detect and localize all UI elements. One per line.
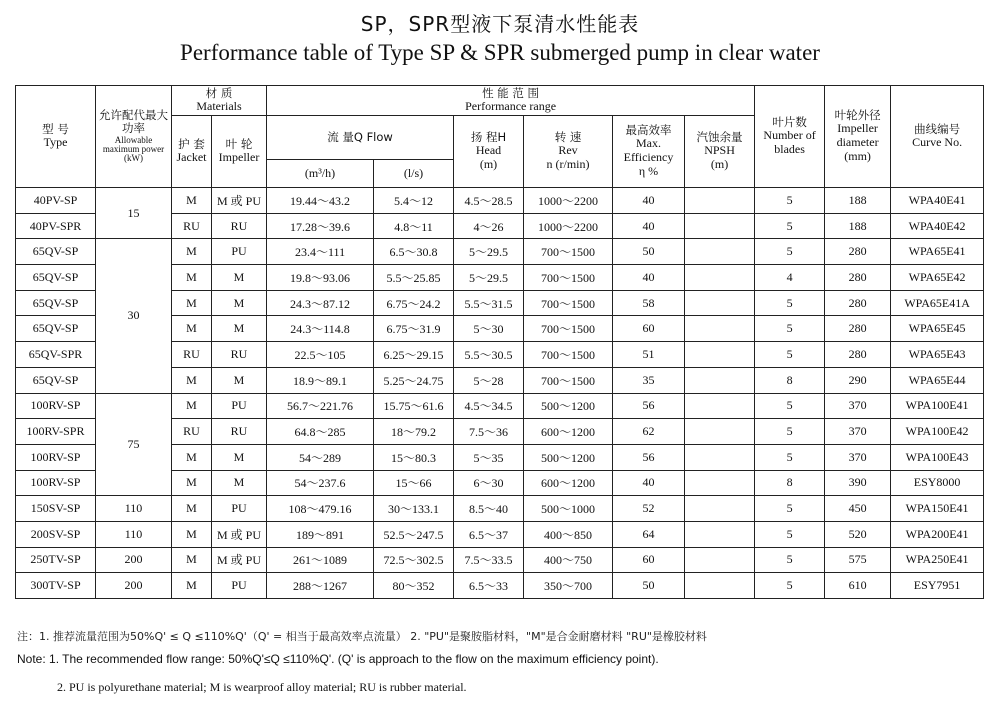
- cell-flow-m3h: 261～1089: [267, 547, 374, 573]
- cell-rev: 700～1500: [524, 265, 613, 291]
- cell-head: 5～29.5: [454, 265, 524, 291]
- cell-type: 300TV-SP: [16, 573, 96, 599]
- cell-efficiency: 50: [613, 239, 685, 265]
- cell-rev: 700～1500: [524, 316, 613, 342]
- cell-type: 65QV-SP: [16, 316, 96, 342]
- cell-efficiency: 40: [613, 470, 685, 496]
- cell-rev: 700～1500: [524, 367, 613, 393]
- cell-jacket: M: [172, 547, 212, 573]
- cell-jacket: M: [172, 367, 212, 393]
- cell-flow-ls: 15～80.3: [374, 444, 454, 470]
- cell-rev: 1000～2200: [524, 213, 613, 239]
- cell-type: 100RV-SPR: [16, 419, 96, 445]
- cell-flow-m3h: 56.7～221.76: [267, 393, 374, 419]
- cell-head: 6.5～37: [454, 521, 524, 547]
- cell-diameter: 290: [825, 367, 891, 393]
- cell-flow-m3h: 24.3～87.12: [267, 290, 374, 316]
- cell-power: 110: [96, 521, 172, 547]
- cell-efficiency: 62: [613, 419, 685, 445]
- cell-type: 250TV-SP: [16, 547, 96, 573]
- cell-diameter: 280: [825, 290, 891, 316]
- cell-type: 100RV-SP: [16, 444, 96, 470]
- cell-curve: WPA250E41: [891, 547, 984, 573]
- cell-blades: 5: [755, 547, 825, 573]
- cell-flow-m3h: 24.3～114.8: [267, 316, 374, 342]
- cell-jacket: M: [172, 316, 212, 342]
- header-power: 允许配代最大功率 Allowable maximum power (kW): [96, 86, 172, 188]
- header-rev: 转 速 Rev n (r/min): [524, 116, 613, 188]
- cell-curve: WPA40E42: [891, 213, 984, 239]
- header-impeller: 叶 轮 Impeller: [212, 116, 267, 188]
- cell-impeller: M: [212, 265, 267, 291]
- cell-impeller: RU: [212, 342, 267, 368]
- cell-blades: 5: [755, 239, 825, 265]
- cell-head: 7.5～33.5: [454, 547, 524, 573]
- cell-flow-ls: 72.5～302.5: [374, 547, 454, 573]
- cell-power: 75: [96, 393, 172, 496]
- cell-flow-ls: 18～79.2: [374, 419, 454, 445]
- header-performance-range: 性 能 范 围 Performance range: [267, 86, 755, 116]
- header-diameter: 叶轮外径 Impeller diameter (mm): [825, 86, 891, 188]
- cell-rev: 600～1200: [524, 470, 613, 496]
- cell-diameter: 280: [825, 265, 891, 291]
- note-english-2: 2. PU is polyurethane material; M is wearproof alloy material; RU is rubber material.: [57, 680, 467, 694]
- cell-head: 5.5～30.5: [454, 342, 524, 368]
- cell-impeller: PU: [212, 496, 267, 522]
- cell-power: 30: [96, 239, 172, 393]
- cell-diameter: 610: [825, 573, 891, 599]
- cell-curve: WPA65E41A: [891, 290, 984, 316]
- cell-head: 7.5～36: [454, 419, 524, 445]
- cell-rev: 700～1500: [524, 239, 613, 265]
- cell-power: 200: [96, 573, 172, 599]
- cell-head: 6～30: [454, 470, 524, 496]
- cell-flow-ls: 5.4～12: [374, 188, 454, 214]
- cell-rev: 500～1200: [524, 444, 613, 470]
- cell-rev: 600～1200: [524, 419, 613, 445]
- cell-efficiency: 64: [613, 521, 685, 547]
- cell-type: 65QV-SP: [16, 239, 96, 265]
- cell-head: 5～35: [454, 444, 524, 470]
- cell-npsh: [685, 470, 755, 496]
- cell-impeller: M 或 PU: [212, 188, 267, 214]
- cell-blades: 5: [755, 290, 825, 316]
- cell-power: 15: [96, 188, 172, 239]
- cell-diameter: 280: [825, 239, 891, 265]
- cell-rev: 700～1500: [524, 342, 613, 368]
- cell-rev: 400～750: [524, 547, 613, 573]
- cell-npsh: [685, 367, 755, 393]
- cell-diameter: 280: [825, 316, 891, 342]
- cell-head: 4.5～28.5: [454, 188, 524, 214]
- cell-npsh: [685, 393, 755, 419]
- cell-efficiency: 52: [613, 496, 685, 522]
- cell-flow-m3h: 64.8～285: [267, 419, 374, 445]
- cell-curve: WPA65E43: [891, 342, 984, 368]
- cell-jacket: M: [172, 521, 212, 547]
- cell-jacket: M: [172, 496, 212, 522]
- cell-efficiency: 40: [613, 188, 685, 214]
- cell-npsh: [685, 213, 755, 239]
- cell-power: 110: [96, 496, 172, 522]
- cell-type: 65QV-SPR: [16, 342, 96, 368]
- cell-power: 200: [96, 547, 172, 573]
- header-flow-m3h: (m³/h): [267, 160, 374, 188]
- cell-npsh: [685, 444, 755, 470]
- cell-impeller: PU: [212, 573, 267, 599]
- cell-blades: 4: [755, 265, 825, 291]
- cell-curve: WPA65E45: [891, 316, 984, 342]
- table-body: [16, 188, 984, 599]
- cell-impeller: M 或 PU: [212, 521, 267, 547]
- page-title-chinese: SP，SPR型液下泵清水性能表: [360, 12, 640, 36]
- cell-curve: WPA150E41: [891, 496, 984, 522]
- cell-flow-m3h: 23.4～111: [267, 239, 374, 265]
- cell-impeller: M: [212, 444, 267, 470]
- cell-flow-ls: 5.25～24.75: [374, 367, 454, 393]
- cell-impeller: RU: [212, 213, 267, 239]
- cell-flow-m3h: 18.9～89.1: [267, 367, 374, 393]
- cell-jacket: M: [172, 188, 212, 214]
- header-jacket: 护 套 Jacket: [172, 116, 212, 188]
- cell-curve: WPA65E44: [891, 367, 984, 393]
- cell-flow-ls: 15～66: [374, 470, 454, 496]
- cell-jacket: M: [172, 290, 212, 316]
- cell-efficiency: 56: [613, 393, 685, 419]
- table-row: [16, 188, 984, 214]
- header-efficiency: 最高效率 Max. Efficiency η %: [613, 116, 685, 188]
- cell-efficiency: 35: [613, 367, 685, 393]
- cell-head: 5.5～31.5: [454, 290, 524, 316]
- cell-blades: 5: [755, 419, 825, 445]
- cell-npsh: [685, 573, 755, 599]
- cell-curve: WPA100E42: [891, 419, 984, 445]
- cell-efficiency: 51: [613, 342, 685, 368]
- cell-impeller: M 或 PU: [212, 547, 267, 573]
- cell-jacket: RU: [172, 419, 212, 445]
- page-title-english: Performance table of Type SP & SPR submerged pump in clear water: [180, 40, 820, 65]
- cell-head: 6.5～33: [454, 573, 524, 599]
- cell-diameter: 280: [825, 342, 891, 368]
- cell-flow-ls: 15.75～61.6: [374, 393, 454, 419]
- cell-impeller: M: [212, 290, 267, 316]
- cell-npsh: [685, 290, 755, 316]
- cell-diameter: 188: [825, 188, 891, 214]
- cell-blades: 8: [755, 367, 825, 393]
- cell-head: 4.5～34.5: [454, 393, 524, 419]
- cell-flow-m3h: 288～1267: [267, 573, 374, 599]
- cell-rev: 700～1500: [524, 290, 613, 316]
- cell-type: 40PV-SPR: [16, 213, 96, 239]
- cell-npsh: [685, 342, 755, 368]
- cell-npsh: [685, 496, 755, 522]
- cell-head: 8.5～40: [454, 496, 524, 522]
- cell-type: 40PV-SP: [16, 188, 96, 214]
- cell-type: 150SV-SP: [16, 496, 96, 522]
- cell-flow-ls: 30～133.1: [374, 496, 454, 522]
- cell-diameter: 520: [825, 521, 891, 547]
- header-flow-ls: (l/s): [374, 160, 454, 188]
- cell-blades: 5: [755, 496, 825, 522]
- cell-impeller: M: [212, 367, 267, 393]
- cell-head: 5～30: [454, 316, 524, 342]
- cell-head: 5～28: [454, 367, 524, 393]
- table-row: [16, 393, 984, 419]
- cell-type: 65QV-SP: [16, 290, 96, 316]
- cell-jacket: M: [172, 573, 212, 599]
- cell-jacket: RU: [172, 342, 212, 368]
- cell-jacket: RU: [172, 213, 212, 239]
- cell-npsh: [685, 265, 755, 291]
- note-english-1: Note: 1. The recommended flow range: 50%Q'≤Q ≤110%Q'. (Q' is approach to the flow on the maximum efficiency point).: [17, 652, 659, 666]
- cell-blades: 5: [755, 213, 825, 239]
- cell-diameter: 370: [825, 419, 891, 445]
- cell-flow-m3h: 54～237.6: [267, 470, 374, 496]
- cell-efficiency: 50: [613, 573, 685, 599]
- cell-npsh: [685, 239, 755, 265]
- cell-efficiency: 40: [613, 213, 685, 239]
- cell-type: 65QV-SP: [16, 265, 96, 291]
- cell-blades: 5: [755, 444, 825, 470]
- cell-curve: ESY7951: [891, 573, 984, 599]
- cell-efficiency: 56: [613, 444, 685, 470]
- cell-diameter: 370: [825, 393, 891, 419]
- cell-curve: WPA40E41: [891, 188, 984, 214]
- cell-diameter: 390: [825, 470, 891, 496]
- cell-head: 5～29.5: [454, 239, 524, 265]
- cell-blades: 5: [755, 342, 825, 368]
- cell-flow-m3h: 19.8～93.06: [267, 265, 374, 291]
- cell-blades: 8: [755, 470, 825, 496]
- note-chinese: 注：1. 推荐流量范围为50%Q' ≤ Q ≤110%Q'（Q' = 相当于最高效率点流量） 2. "PU"是聚胺脂材料，"M"是合金耐磨材料 "RU"是橡胶材料: [17, 630, 707, 643]
- cell-diameter: 450: [825, 496, 891, 522]
- cell-npsh: [685, 547, 755, 573]
- header-curve: 曲线编号 Curve No.: [891, 86, 984, 188]
- cell-npsh: [685, 419, 755, 445]
- table-row: [16, 239, 984, 265]
- cell-curve: ESY8000: [891, 470, 984, 496]
- cell-curve: WPA200E41: [891, 521, 984, 547]
- cell-blades: 5: [755, 316, 825, 342]
- cell-flow-ls: 6.25～29.15: [374, 342, 454, 368]
- cell-impeller: M: [212, 470, 267, 496]
- cell-curve: WPA65E42: [891, 265, 984, 291]
- cell-flow-m3h: 189～891: [267, 521, 374, 547]
- header-head: 扬 程H Head (m): [454, 116, 524, 188]
- cell-jacket: M: [172, 265, 212, 291]
- cell-efficiency: 40: [613, 265, 685, 291]
- header-materials: 材 质 Materials: [172, 86, 267, 116]
- cell-flow-ls: 5.5～25.85: [374, 265, 454, 291]
- cell-diameter: 575: [825, 547, 891, 573]
- table-row: [16, 496, 984, 522]
- cell-rev: 500～1000: [524, 496, 613, 522]
- cell-curve: WPA100E43: [891, 444, 984, 470]
- header-npsh: 汽蚀余量 NPSH (m): [685, 116, 755, 188]
- cell-flow-m3h: 108～479.16: [267, 496, 374, 522]
- cell-type: 100RV-SP: [16, 470, 96, 496]
- cell-flow-m3h: 54～289: [267, 444, 374, 470]
- cell-blades: 5: [755, 573, 825, 599]
- cell-flow-ls: 6.75～31.9: [374, 316, 454, 342]
- header-flow: 流 量Q Flow: [267, 116, 454, 160]
- cell-jacket: M: [172, 444, 212, 470]
- cell-blades: 5: [755, 393, 825, 419]
- cell-rev: 350～700: [524, 573, 613, 599]
- cell-jacket: M: [172, 393, 212, 419]
- cell-rev: 500～1200: [524, 393, 613, 419]
- cell-npsh: [685, 188, 755, 214]
- cell-flow-m3h: 17.28～39.6: [267, 213, 374, 239]
- cell-efficiency: 60: [613, 316, 685, 342]
- cell-jacket: M: [172, 239, 212, 265]
- cell-flow-ls: 4.8～11: [374, 213, 454, 239]
- cell-blades: 5: [755, 521, 825, 547]
- cell-flow-ls: 6.5～30.8: [374, 239, 454, 265]
- header-type: 型 号 Type: [16, 86, 96, 188]
- cell-jacket: M: [172, 470, 212, 496]
- cell-efficiency: 60: [613, 547, 685, 573]
- cell-diameter: 370: [825, 444, 891, 470]
- cell-rev: 400～850: [524, 521, 613, 547]
- cell-impeller: M: [212, 316, 267, 342]
- cell-rev: 1000～2200: [524, 188, 613, 214]
- cell-curve: WPA100E41: [891, 393, 984, 419]
- table-row: [16, 547, 984, 573]
- cell-head: 4～26: [454, 213, 524, 239]
- cell-impeller: PU: [212, 239, 267, 265]
- table-row: [16, 573, 984, 599]
- cell-efficiency: 58: [613, 290, 685, 316]
- cell-type: 100RV-SP: [16, 393, 96, 419]
- cell-npsh: [685, 316, 755, 342]
- cell-type: 65QV-SP: [16, 367, 96, 393]
- cell-flow-m3h: 22.5～105: [267, 342, 374, 368]
- cell-blades: 5: [755, 188, 825, 214]
- cell-npsh: [685, 521, 755, 547]
- cell-flow-ls: 80～352: [374, 573, 454, 599]
- cell-flow-ls: 6.75～24.2: [374, 290, 454, 316]
- cell-impeller: RU: [212, 419, 267, 445]
- performance-table: [15, 85, 984, 599]
- cell-flow-ls: 52.5～247.5: [374, 521, 454, 547]
- cell-curve: WPA65E41: [891, 239, 984, 265]
- header-blades: 叶片数 Number of blades: [755, 86, 825, 188]
- table-row: [16, 521, 984, 547]
- cell-diameter: 188: [825, 213, 891, 239]
- cell-impeller: PU: [212, 393, 267, 419]
- cell-flow-m3h: 19.44～43.2: [267, 188, 374, 214]
- cell-type: 200SV-SP: [16, 521, 96, 547]
